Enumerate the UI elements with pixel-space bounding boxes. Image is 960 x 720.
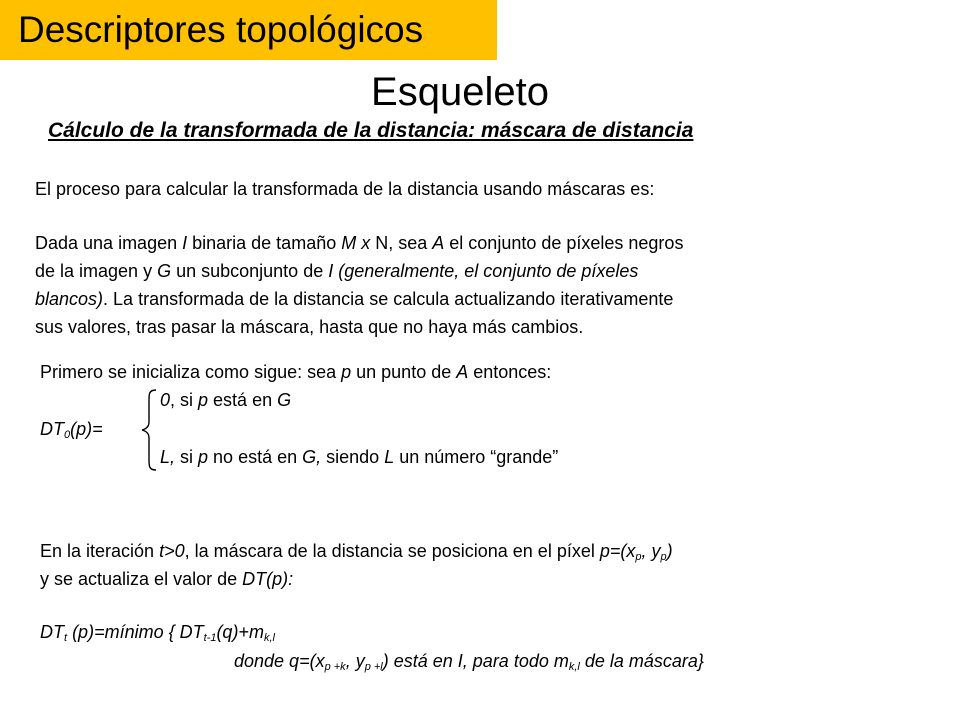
description-line-3: blancos). La transformada de la distancia se calcula actualizando iterativamente (35, 289, 674, 309)
init-dt-label: $DT_0(p)=$ (40, 419, 103, 441)
intro-text: El proceso para calcular la transformada de la distancia usando máscaras es: (35, 179, 655, 199)
slide-subtitle: Cálculo de la transformada de la distancia: máscara de distancia (48, 119, 694, 142)
formula-line: $DT_t$ (p)=mínimo { $DT_{t-1}(q)+m_{k,l}$ (40, 622, 275, 644)
init-case-1: 0, si p está en G (160, 390, 292, 410)
description-line-1: Dada una imagen I binaria de tamaño M x N, sea A el conjunto de píxeles negros (35, 233, 684, 253)
section-banner (0, 0, 497, 60)
description-line-2: de la imagen y G un subconjunto de I (generalmente, el conjunto de píxeles (35, 261, 639, 281)
init-case-2: L, si p no está en G, siendo L un número “grande” (160, 447, 559, 467)
description-line-4: sus valores, tras pasar la máscara, hasta que no haya más cambios. (35, 317, 584, 337)
init-line: Primero se inicializa como sigue: sea p un punto de A entonces: (40, 362, 552, 382)
iteration-line-2: y se actualiza el valor de DT(p): (40, 569, 294, 589)
formula-where-line: donde $q=(x_{p +k}$, $y_{p +l}$) está en I, para todo $m_{k,l}$ de la máscara} (234, 651, 704, 673)
iteration-line-1: En la iteración t>0, la máscara de la distancia se posiciona en el píxel $p=(x_p$, $y_p$) (40, 541, 673, 563)
section-title: Descriptores topológicos (18, 9, 424, 50)
curly-brace-icon (140, 388, 162, 472)
slide-title: Esqueleto (371, 70, 549, 114)
